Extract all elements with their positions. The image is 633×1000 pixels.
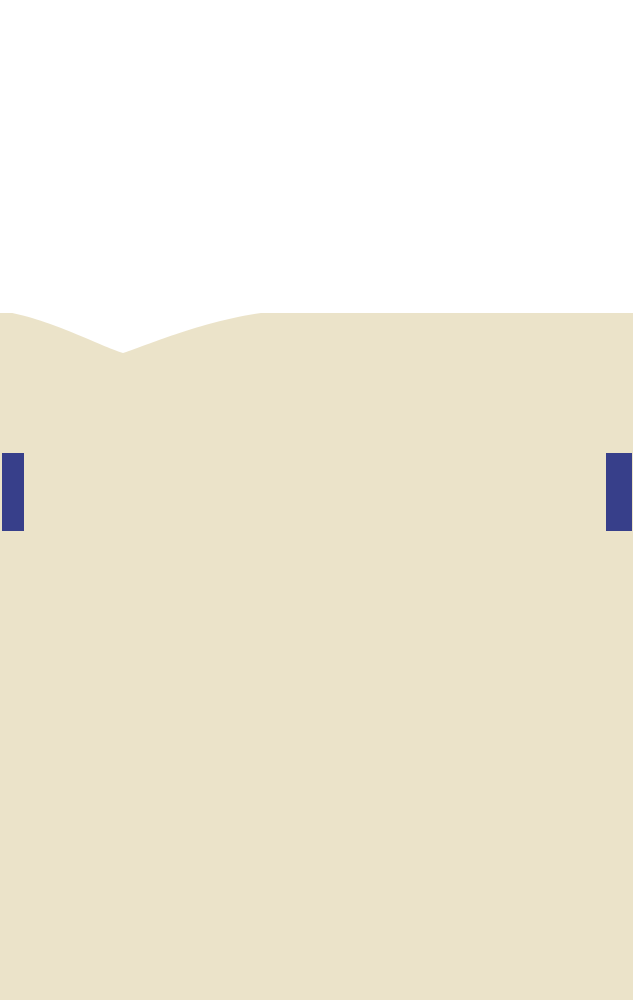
spine-tab-right [606, 453, 632, 531]
authors-block [57, 805, 577, 807]
page-fold-notch [0, 312, 280, 356]
beige-panel [0, 313, 633, 1000]
back-cover-text [57, 360, 563, 372]
spine-tab-left [2, 453, 24, 531]
